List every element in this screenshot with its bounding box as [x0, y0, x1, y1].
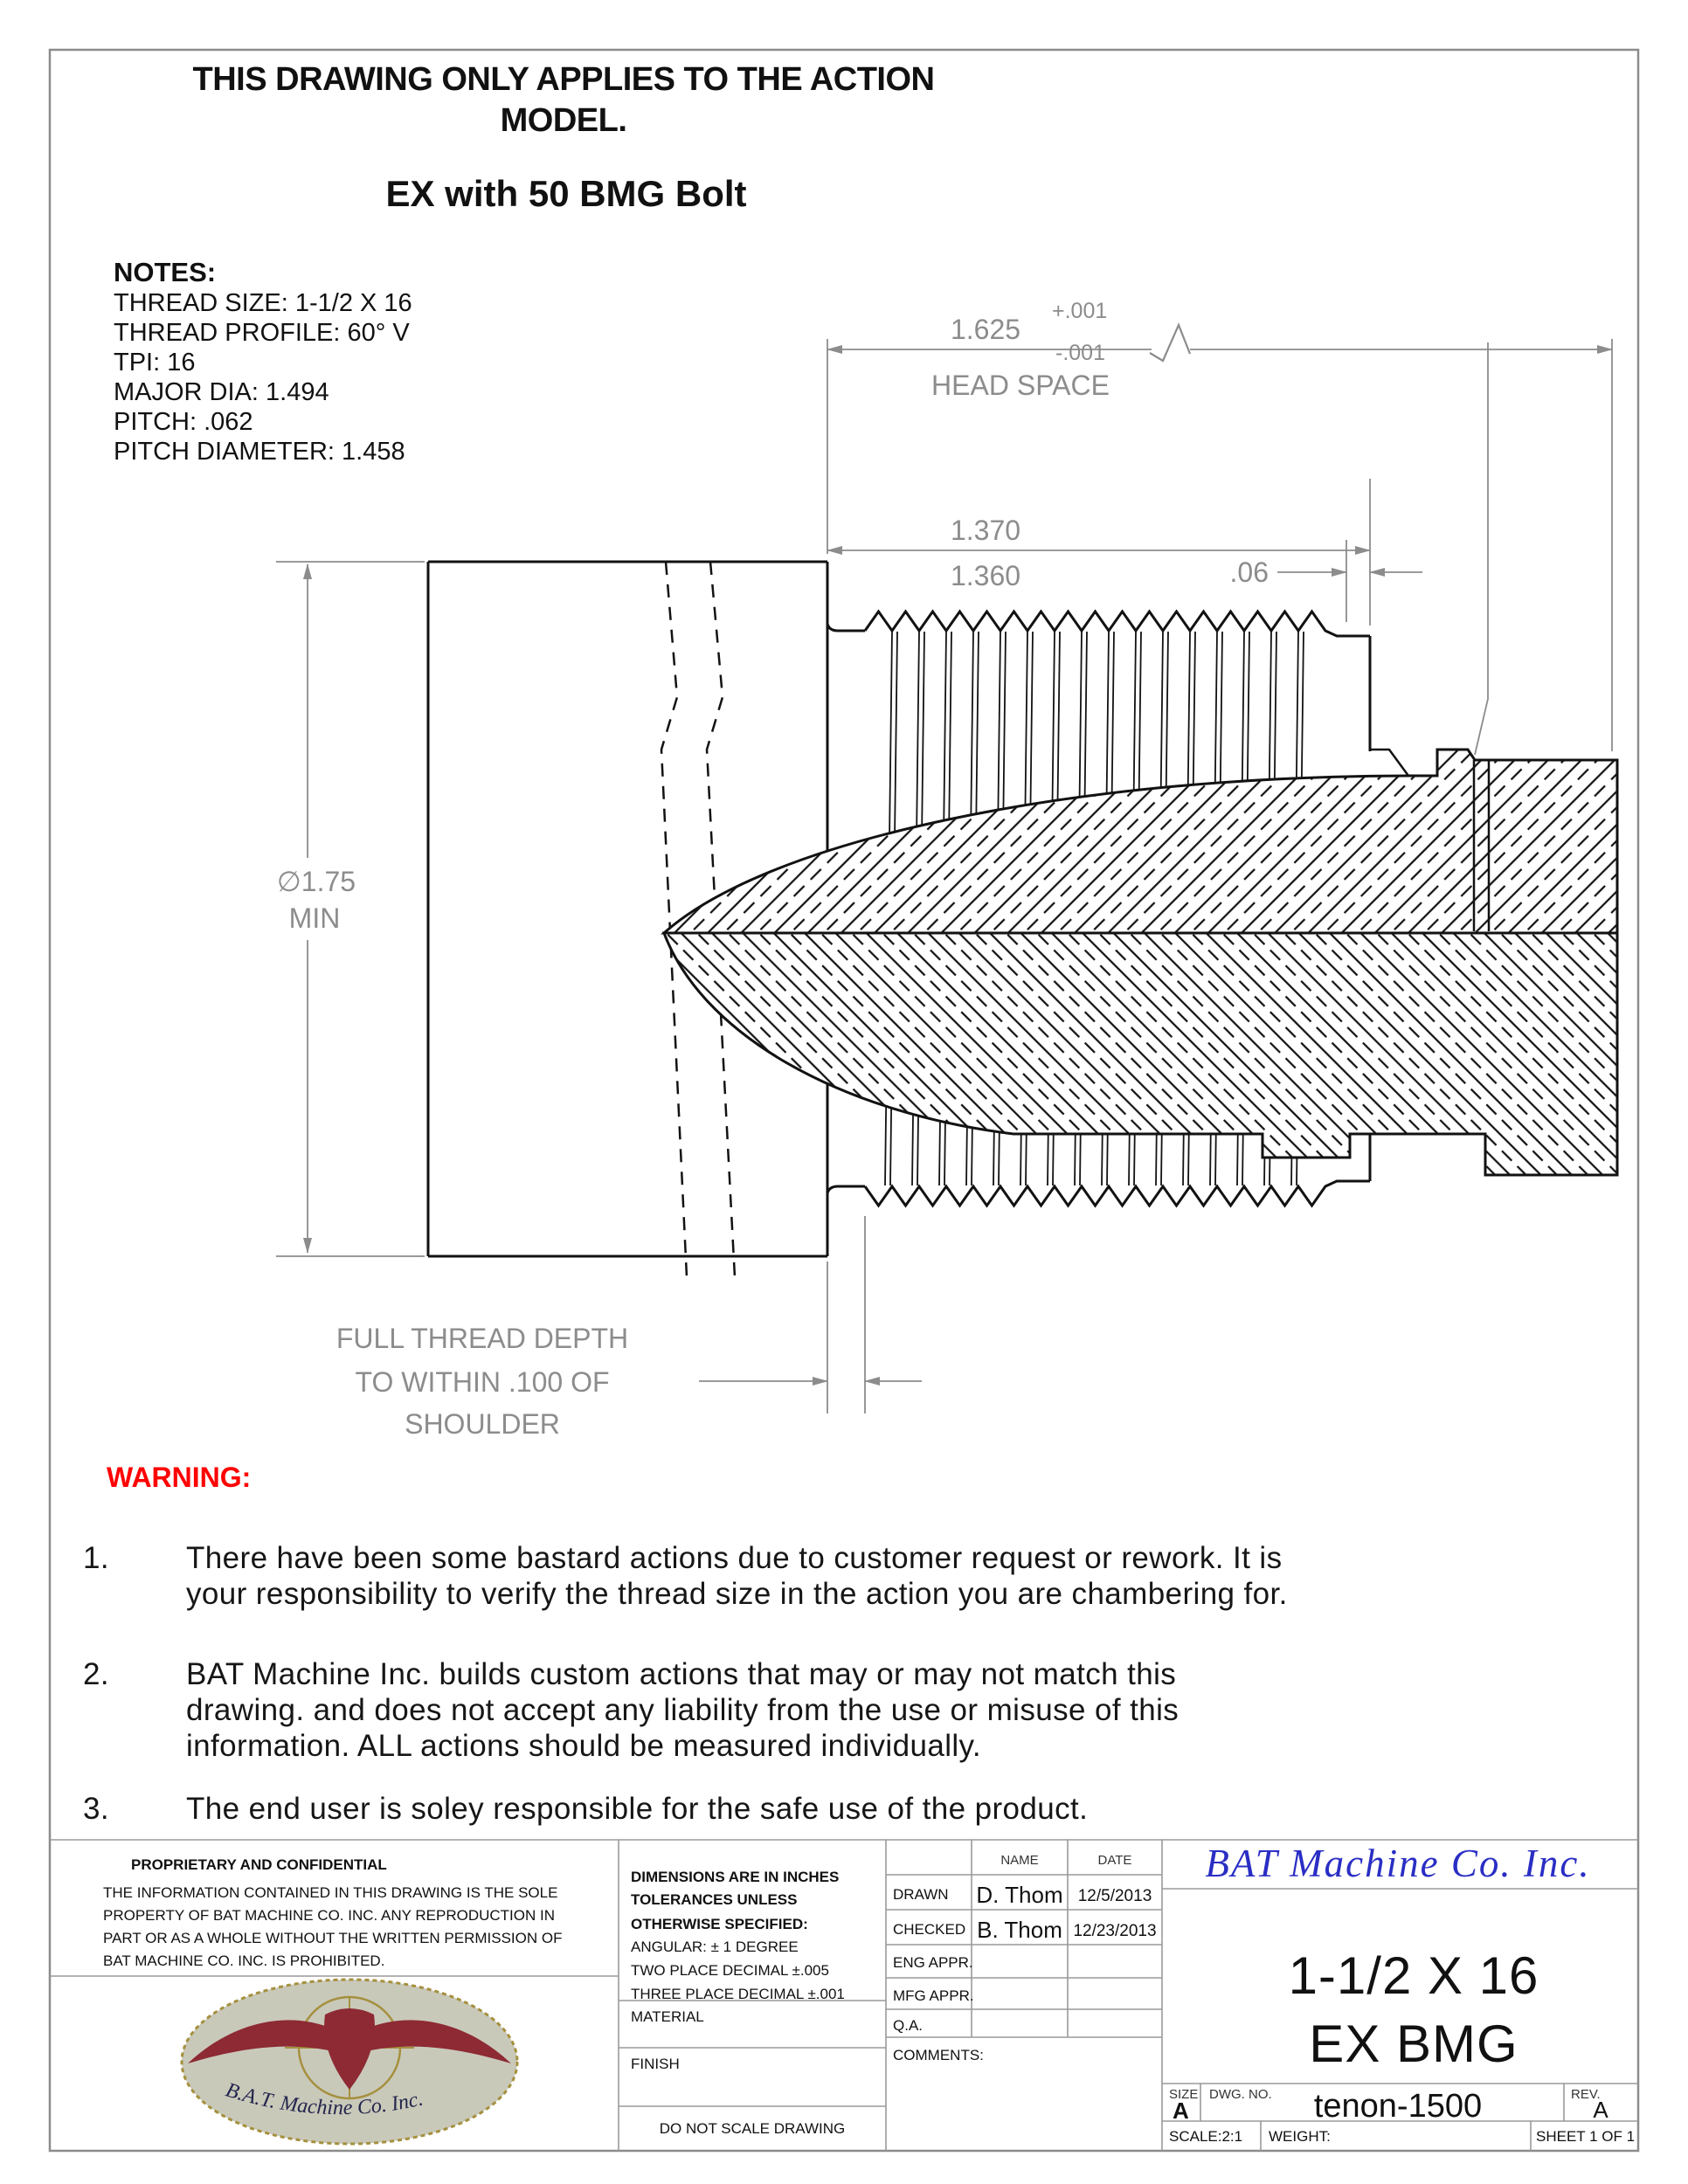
- proprietary-line: PROPERTY OF BAT MACHINE CO. INC. ANY REPRODUCTION IN: [103, 1907, 556, 1924]
- bolt-section: [664, 750, 1617, 1175]
- page-title: EX with 50 BMG Bolt: [385, 173, 747, 214]
- dim-thread-length-upper: 1.370: [950, 515, 1021, 546]
- full-thread-note-line1: FULL THREAD DEPTH: [336, 1323, 629, 1354]
- proprietary-line: PART OR AS A WHOLE WITHOUT THE WRITTEN PERMISSION OF: [103, 1930, 563, 1946]
- tolerance-line: TWO PLACE DECIMAL ±.005: [631, 1962, 829, 1979]
- do-not-scale-note: DO NOT SCALE DRAWING: [659, 2120, 846, 2137]
- dim-diameter: [277, 564, 356, 1253]
- note-pitch: PITCH: .062: [114, 408, 253, 436]
- header: [193, 61, 935, 214]
- dim-end-gap-value: .06: [1229, 556, 1269, 588]
- weight-label: WEIGHT:: [1269, 2128, 1331, 2145]
- tolerance-line: OTHERWISE SPECIFIED:: [631, 1916, 808, 1932]
- approval-label: ENG APPR.: [893, 1954, 973, 1971]
- warning-item-text: drawing. and does not accept any liability from the use or misuse of this: [186, 1693, 1180, 1727]
- warning-item-number: 2.: [83, 1657, 109, 1691]
- approvals-cell: [893, 1853, 1157, 2063]
- logo-script-text: B.A.T. Machine Co. Inc.: [223, 2078, 425, 2120]
- approval-label: MFG APPR.: [893, 1987, 974, 2004]
- dwg-no-value: tenon-1500: [1313, 2088, 1483, 2125]
- dim-diameter-qualifier: MIN: [288, 902, 341, 934]
- part-title-line2: EX BMG: [1309, 2015, 1519, 2073]
- comments-label: COMMENTS:: [893, 2047, 984, 2063]
- proprietary-cell: [103, 1856, 563, 1969]
- rev-value: A: [1593, 2097, 1608, 2123]
- warning-block: [83, 1462, 1288, 1826]
- dim-head-space: [827, 299, 1612, 401]
- finish-label: FINISH: [631, 2056, 680, 2072]
- approval-label: Q.A.: [893, 2017, 924, 2034]
- proprietary-heading: PROPRIETARY AND CONFIDENTIAL: [131, 1856, 387, 1873]
- name-header: NAME: [1000, 1853, 1039, 1868]
- dim-thread-length: [827, 515, 1370, 591]
- tolerance-line: DIMENSIONS ARE IN INCHES: [631, 1869, 840, 1885]
- warning-item-text: information. ALL actions should be measured individually.: [186, 1729, 981, 1763]
- dim-head-space-value: 1.625: [950, 314, 1021, 345]
- header-line1: THIS DRAWING ONLY APPLIES TO THE ACTION: [192, 61, 935, 98]
- company-logo: [182, 1980, 517, 2144]
- dim-thread-length-lower: 1.360: [950, 560, 1021, 591]
- proprietary-line: THE INFORMATION CONTAINED IN THIS DRAWING IS THE SOLE: [103, 1884, 558, 1901]
- dim-end-gap: [1230, 556, 1422, 588]
- external-thread-bottom-profile: [865, 1181, 1370, 1206]
- dim-head-space-tol-plus: +.001: [1052, 299, 1108, 323]
- approval-name: D. Thom: [976, 1882, 1063, 1908]
- approval-name: B. Thom: [977, 1917, 1062, 1943]
- note-thread-profile: THREAD PROFILE: 60° V: [114, 319, 410, 347]
- date-header: DATE: [1097, 1853, 1132, 1868]
- part-title-line1: 1-1/2 X 16: [1288, 1946, 1539, 2005]
- bolt-section-lower: [664, 933, 1617, 1175]
- approval-date: 12/23/2013: [1073, 1922, 1157, 1940]
- warning-heading: WARNING:: [107, 1462, 252, 1493]
- note-pitch-diameter: PITCH DIAMETER: 1.458: [114, 438, 405, 466]
- size-value: A: [1173, 2098, 1189, 2124]
- material-label: MATERIAL: [631, 2008, 704, 2025]
- tolerance-cell: [631, 1869, 845, 2137]
- external-thread-top-profile: [865, 612, 1370, 636]
- full-thread-note-line3: SHOULDER: [405, 1408, 560, 1440]
- dim-head-space-label: HEAD SPACE: [931, 370, 1110, 401]
- tolerance-line: THREE PLACE DECIMAL ±.001: [631, 1986, 845, 2002]
- dim-head-space-tol-minus: -.001: [1055, 341, 1105, 365]
- tolerance-line: TOLERANCES UNLESS: [631, 1891, 798, 1908]
- sheet-label: SHEET 1 OF 1: [1536, 2128, 1636, 2145]
- notes-heading: NOTES:: [114, 257, 217, 287]
- approval-label: CHECKED: [893, 1921, 966, 1938]
- warning-item-text: There have been some bastard actions due to customer request or rework. It is: [186, 1541, 1283, 1575]
- break-symbol: [1150, 325, 1190, 361]
- note-tpi: TPI: 16: [114, 349, 196, 377]
- part-id-cell: [1169, 1842, 1635, 2145]
- notes-block: [114, 257, 412, 466]
- full-thread-depth-note: [336, 1323, 922, 1440]
- approval-label: DRAWN: [893, 1886, 949, 1903]
- tolerance-line: ANGULAR: ± 1 DEGREE: [631, 1939, 799, 1955]
- proprietary-line: BAT MACHINE CO. INC. IS PROHIBITED.: [103, 1952, 385, 1969]
- warning-item-text: your responsibility to verify the thread size in the action you are chambering for.: [186, 1577, 1288, 1611]
- note-major-dia: MAJOR DIA: 1.494: [114, 378, 329, 406]
- approval-date: 12/5/2013: [1077, 1887, 1152, 1905]
- warning-item-number: 3.: [83, 1792, 109, 1826]
- dwg-no-label: DWG. NO.: [1209, 2087, 1272, 2102]
- warning-item-number: 1.: [83, 1541, 109, 1575]
- warning-item-text: BAT Machine Inc. builds custom actions that may or may not match this: [186, 1657, 1177, 1691]
- note-thread-size: THREAD SIZE: 1-1/2 X 16: [114, 289, 412, 317]
- warning-item-text: The end user is soley responsible for the safe use of the product.: [186, 1792, 1089, 1826]
- rev-label: REV.: [1571, 2087, 1601, 2102]
- header-line2: MODEL.: [500, 102, 627, 139]
- scale-value: SCALE:2:1: [1169, 2128, 1243, 2145]
- company-script-name: BAT Machine Co. Inc.: [1205, 1842, 1591, 1885]
- size-label: SIZE: [1169, 2087, 1199, 2102]
- full-thread-note-line2: TO WITHIN .100 OF: [355, 1366, 610, 1398]
- dim-diameter-value: ∅1.75: [276, 866, 356, 897]
